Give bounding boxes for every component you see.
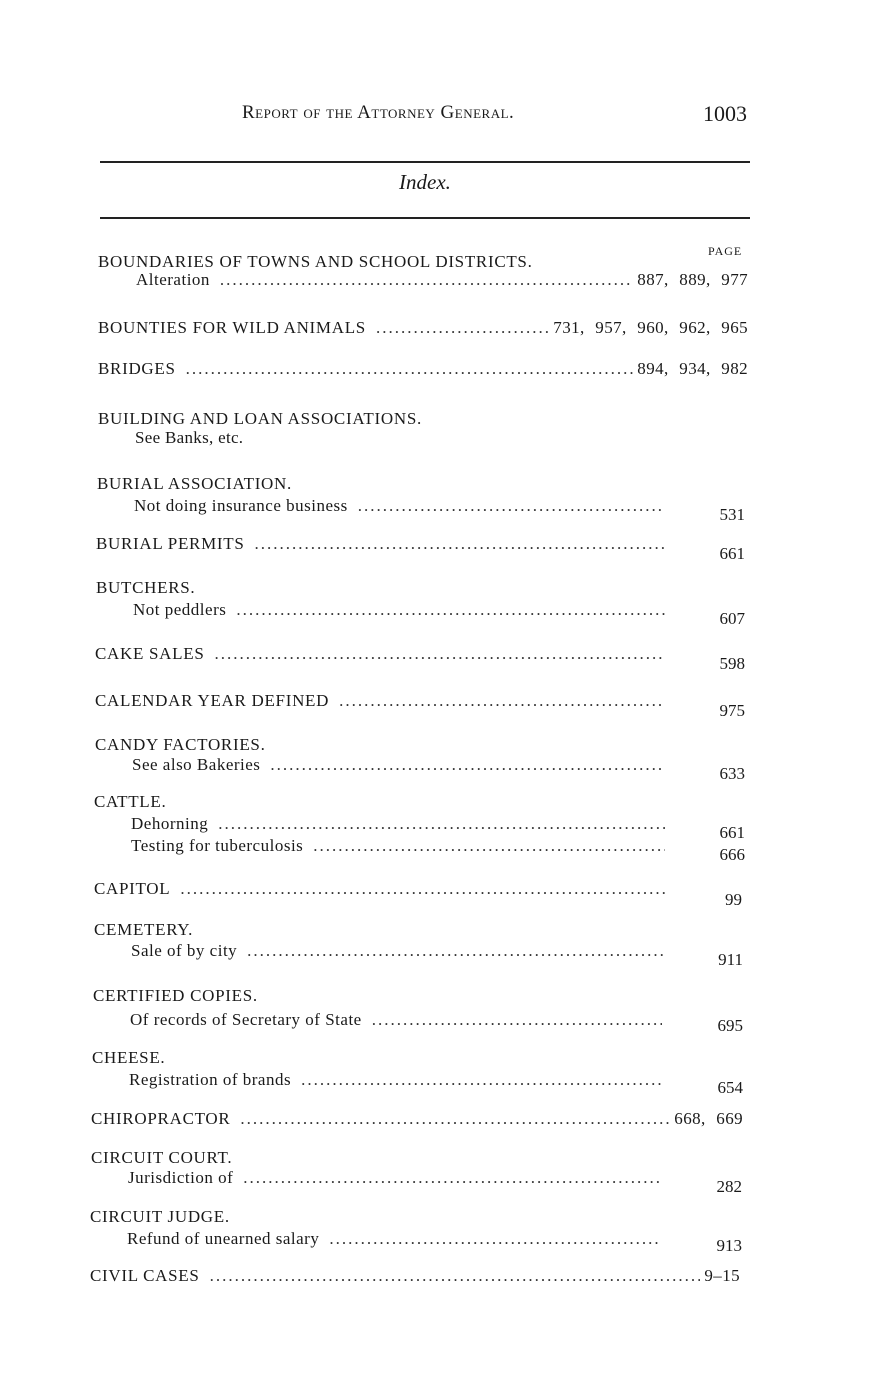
subentry-text: Of records of Secretary of State	[130, 1010, 362, 1029]
page-reference: 661	[719, 823, 745, 842]
running-header-title: Report of the Attorney General.	[242, 102, 515, 123]
subentry-text: Sale of by city	[131, 941, 238, 960]
index-subentry	[127, 1229, 664, 1249]
dot-leader	[372, 1010, 662, 1030]
index-entry-heading: CAKE SALES	[95, 644, 205, 663]
page-reference: 654	[717, 1078, 743, 1097]
index-entry-heading: CIRCUIT COURT.	[91, 1148, 233, 1167]
dot-leader	[329, 1229, 660, 1249]
dot-leader	[339, 691, 665, 711]
index-entry-heading: BURIAL PERMITS	[96, 534, 245, 553]
page-reference: 911	[718, 950, 743, 969]
index-entry-heading: CHIROPRACTOR	[91, 1109, 231, 1128]
bottom-rule	[100, 217, 750, 219]
index-subentry	[136, 270, 748, 290]
index-subentry	[128, 1168, 665, 1188]
section-heading: Index.	[399, 170, 451, 194]
page-reference: 598	[719, 654, 745, 673]
subentry-text: Jurisdiction of	[128, 1168, 234, 1187]
subentry-text: Refund of unearned salary	[127, 1229, 320, 1248]
index-entry-heading: CATTLE.	[94, 792, 167, 811]
index-entry-heading: CIVIL CASES	[90, 1266, 200, 1285]
index-entry-heading: BRIDGES	[98, 359, 176, 378]
page-reference: 633	[719, 764, 745, 783]
index-entry-heading: BURIAL ASSOCIATION.	[97, 474, 292, 493]
dot-leader	[270, 755, 665, 775]
page-reference: 913	[716, 1236, 742, 1255]
index-entry	[90, 1266, 740, 1286]
dot-leader	[313, 836, 665, 856]
dot-leader	[301, 1070, 661, 1090]
index-entry	[94, 879, 669, 899]
index-entry-heading: BOUNDARIES OF TOWNS AND SCHOOL DISTRICTS.	[98, 252, 533, 271]
page-reference: 668, 669	[674, 1109, 743, 1128]
page-reference: 695	[717, 1016, 743, 1035]
subentry-text: Testing for tuberculosis	[131, 836, 304, 855]
subentry-text: See also Bakeries	[132, 755, 261, 774]
index-subentry	[134, 496, 669, 516]
page-number: 1003	[703, 101, 747, 126]
dot-leader	[218, 814, 665, 834]
dot-leader	[358, 496, 665, 516]
dot-leader	[210, 1266, 701, 1286]
dot-leader	[220, 270, 633, 290]
index-subentry	[131, 836, 669, 856]
dot-leader	[240, 1109, 670, 1129]
page-reference: 9–15	[704, 1266, 740, 1285]
index-entry-heading: BUTCHERS.	[96, 578, 196, 597]
page-reference: 887, 889, 977	[637, 270, 748, 289]
index-subentry	[133, 600, 669, 620]
page-reference: 607	[719, 609, 745, 628]
index-entry-heading: CALENDAR YEAR DEFINED	[95, 691, 330, 710]
page-reference: 282	[716, 1177, 742, 1196]
subentry-text: Alteration	[136, 270, 210, 289]
index-entry-heading: CIRCUIT JUDGE.	[90, 1207, 230, 1226]
dot-leader	[214, 644, 665, 664]
index-subentry	[132, 755, 669, 775]
page-reference: 731, 957, 960, 962, 965	[553, 318, 748, 337]
index-entry-heading: BUILDING AND LOAN ASSOCIATIONS.	[98, 409, 422, 428]
dot-leader	[180, 879, 665, 899]
index-subentry	[130, 1010, 666, 1030]
index-entry	[98, 359, 748, 379]
index-entry-heading: BOUNTIES FOR WILD ANIMALS	[98, 318, 366, 337]
subentry-text: Not peddlers	[133, 600, 227, 619]
index-entry	[91, 1109, 743, 1129]
index-entry-heading: CHEESE.	[92, 1048, 166, 1067]
page-reference: 894, 934, 982	[637, 359, 748, 378]
top-rule	[100, 161, 750, 163]
dot-leader	[186, 359, 634, 379]
page-column-label: PAGE	[708, 244, 743, 258]
index-entry	[95, 691, 669, 711]
index-entry	[96, 534, 669, 554]
page-reference: 99	[725, 890, 742, 909]
subentry-text: See Banks, etc.	[135, 428, 244, 447]
page-reference: 531	[719, 505, 745, 524]
dot-leader	[376, 318, 549, 338]
index-entry	[95, 644, 669, 664]
index-entry-heading: CERTIFIED COPIES.	[93, 986, 258, 1005]
dot-leader	[247, 941, 663, 961]
subentry-text: Dehorning	[131, 814, 209, 833]
dot-leader	[255, 534, 666, 554]
dot-leader	[243, 1168, 661, 1188]
subentry-text: Not doing insurance business	[134, 496, 348, 515]
subentry-text: Registration of brands	[129, 1070, 292, 1089]
index-subentry	[129, 1070, 665, 1090]
page-reference: 666	[719, 845, 745, 864]
page-reference: 975	[719, 701, 745, 720]
index-entry	[98, 318, 748, 338]
index-entry-heading: CAPITOL	[94, 879, 171, 898]
page-reference: 661	[719, 544, 745, 563]
index-entry-heading: CANDY FACTORIES.	[95, 735, 266, 754]
index-subentry	[131, 941, 667, 961]
dot-leader	[236, 600, 665, 620]
index-entry-heading: CEMETERY.	[94, 920, 194, 939]
index-subentry	[131, 814, 669, 834]
